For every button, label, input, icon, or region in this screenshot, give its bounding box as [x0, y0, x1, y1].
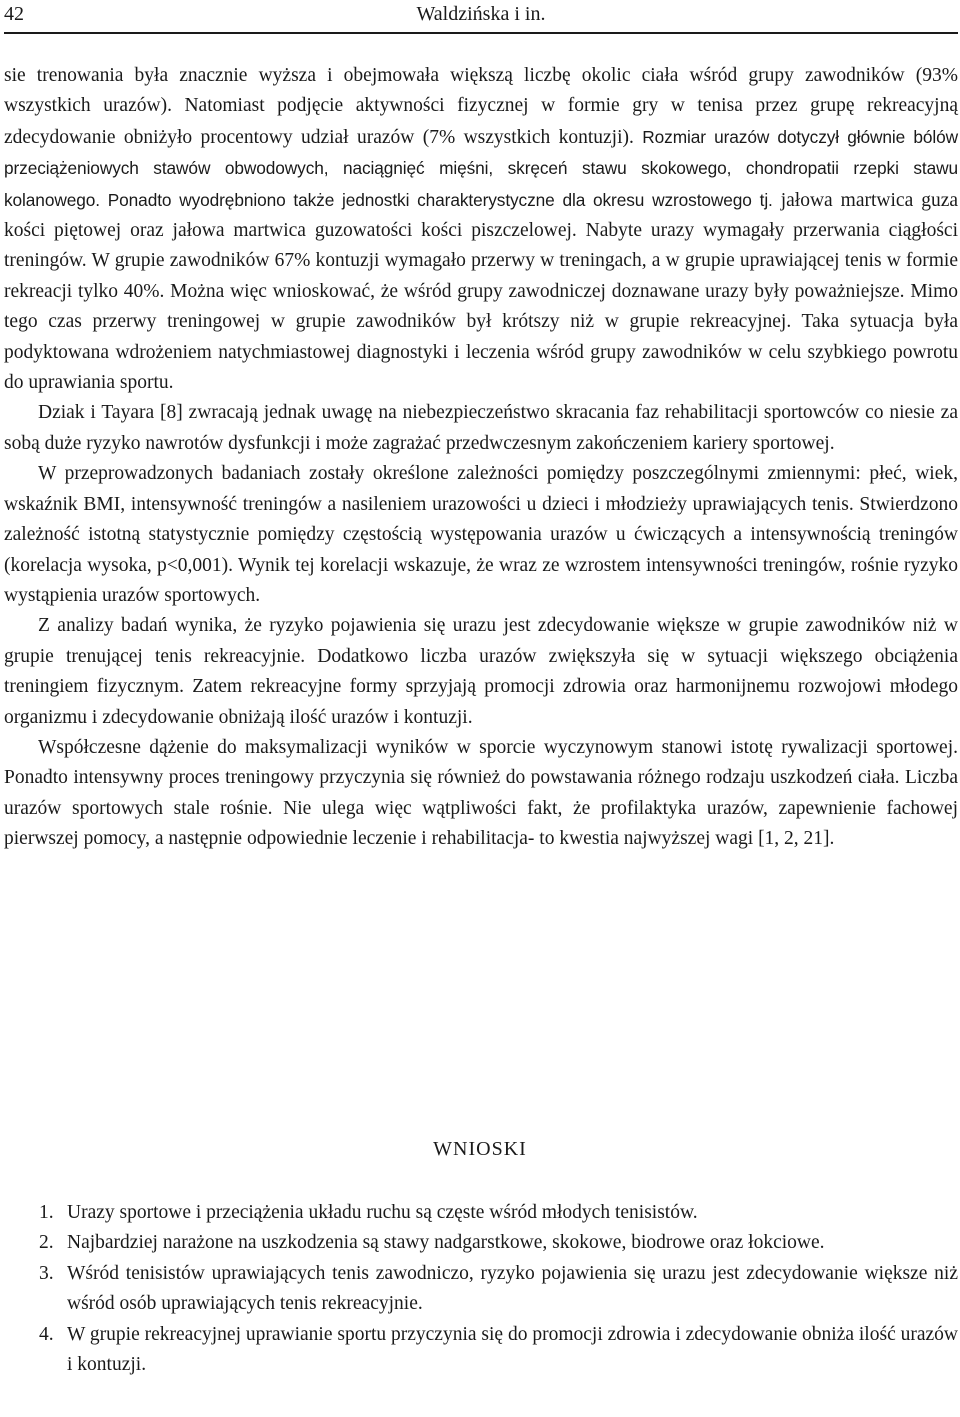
- paragraph-rehabilitation: Dziak i Tayara [8] zwracają jednak uwagę na niebezpieczeństwo skracania faz rehabilitacji sportowców co niesie za sobą duże ryzyko nawrotów dysfunkcji i może zagrażać przedwczesnym zakończeniem kariery sportowej.: [4, 402, 958, 454]
- paragraph-analysis: Z analizy badań wynika, że ryzyko pojawienia się urazu jest zdecydowanie większe w grupie zawodników niż w grupie trenującej tenis rekreacyjnie. Dodatkowo liczba urazów zwiększyła się w sytuacji większego obciążenia treningiem fizycznym. Zatem rekreacyjne formy sprzyjają promocji zdrowia oraz harmonijnemu rozwojowi młodego organizmu i zdecydowanie obniżają ilość urazów i kontuzji.: [4, 615, 958, 728]
- paragraph-injury-extent-rest: jałowa martwica guza kości piętowej oraz jałowa martwica guzowatości kości piszczelowej. Nabyte urazy wymagały przerwania ciągłości treningów. W grupie zawodników 67% kontuzji wymagało przerwy w treningach, a w grupie uprawiającej tenis w formie rekreacji tylko 40%. Można więc wnioskować, że wśród grupy zawodniczej doznawane urazy były poważniejsze. Mimo tego czas przerwy treningowej w grupie zawodników był krótszy niż w grupie rekreacyjnej. Taka sytuacja była podyktowana wdrożeniem natychmiastowej diagnostyki i leczenia wśród grupy zawodników w celu szybkiego powrotu do uprawiania sportu.: [4, 189, 958, 394]
- conclusion-number: 1.: [39, 1202, 54, 1223]
- section-heading-conclusions: WNIOSKI: [433, 1138, 527, 1160]
- paragraph-injury-extent-intro: sie trenowania była znacznie wyższa i obejmowała większą liczbę okolic ciała wśród grupy zawodników (93% wszystkich urazów). Natomiast podjęcie aktywności fizycznej w formie gry w tenisa przez grupę rekreacyjną zdecydowanie obniżyło procentowy udział urazów (7% wszystkich kontuzji).: [4, 65, 958, 148]
- conclusion-number: 4.: [39, 1323, 54, 1345]
- conclusion-text: Wśród tenisistów uprawiających tenis zawodniczo, ryzyko pojawienia się urazu jest zdecydowanie większe niż wśród osób uprawiających tenis rekreacyjnie.: [67, 1262, 958, 1315]
- running-header: [4, 2, 958, 34]
- page-number: 42: [4, 3, 24, 25]
- conclusion-text: Najbardziej narażone na uszkodzenia są stawy nadgarstkowe, skokowe, biodrowe oraz łokciowe.: [67, 1232, 825, 1254]
- conclusion-item: [4, 1259, 958, 1320]
- paragraph-injury-extent: [4, 61, 958, 398]
- paragraph-injury-extent-sans: Rozmiar urazów dotyczył głównie bólów przeciążeniowych stawów obwodowych, naciągnięć mięśni, skręceń stawu skokowego, chondropatii rzepki stawu kolanowego. Ponadto wyodrębniono także jednostki charakterystyczne dla okresu wzrostowego tj.: [4, 126, 958, 210]
- conclusion-item: [4, 1198, 958, 1228]
- conclusion-text: Urazy sportowe i przeciążenia układu ruchu są częste wśród młodych tenisistów.: [67, 1202, 698, 1223]
- conclusion-number: 2.: [39, 1232, 54, 1254]
- body-text: [4, 61, 958, 855]
- conclusion-number: 3.: [39, 1262, 54, 1284]
- paragraph-summary: Współczesne dążenie do maksymalizacji wyników w sporcie wyczynowym stanowi istotę rywalizacji sportowej. Ponadto intensywny proces treningowy przyczynia się również do powstawania różnego rodzaju uszkodzeń ciała. Liczba urazów sportowych stale rośnie. Nie ulega więc wątpliwości fakt, że profilaktyka urazów, zapewnienie fachowej pierwszej pomocy, a następnie odpowiednie leczenie i rehabilitacja- to kwestia najwyższej wagi [1, 2, 21].: [4, 736, 958, 850]
- conclusions-list: [4, 1198, 958, 1380]
- conclusion-text: W grupie rekreacyjnej uprawianie sportu przyczynia się do promocji zdrowia i zdecydowanie obniża ilość urazów i kontuzji.: [67, 1323, 958, 1376]
- conclusion-item: [4, 1228, 958, 1258]
- paragraph-correlation: W przeprowadzonych badaniach zostały określone zależności pomiędzy poszczególnymi zmiennymi: płeć, wiek, wskaźnik BMI, intensywność treningów a nasileniem urazowości u dzieci i młodzieży uprawiających tenis. Stwierdzono zależność istotną statystycznie pomiędzy częstością występowania urazów u ćwiczących a intensywnością treningów (korelacja wysoka, p<0,001). Wynik tej korelacji wskazuje, że wraz ze wzrostem intensywności treningów, rośnie ryzyko wystąpienia urazów sportowych.: [4, 463, 958, 606]
- conclusion-item: [4, 1320, 958, 1381]
- header-authors: Waldzińska i in.: [416, 3, 546, 25]
